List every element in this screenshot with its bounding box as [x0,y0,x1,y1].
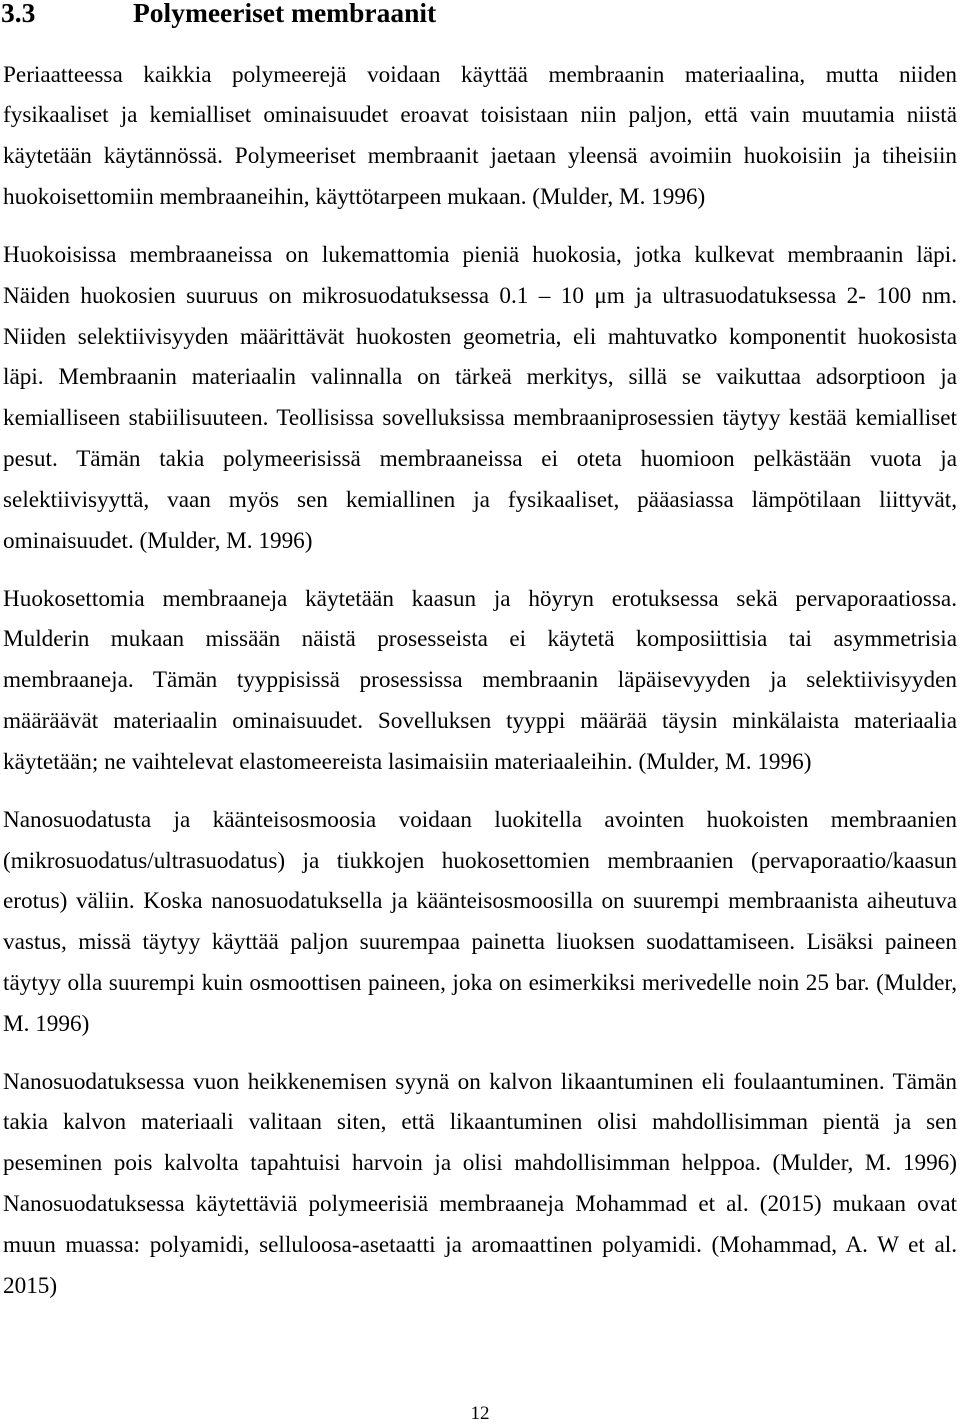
text-line: (mikrosuodatus/ultrasuodatus) ja tiukkojen huokosettomien membraanien (pervaporaatio/kaasun [3,847,957,874]
text-line: Huokoisissa membraaneissa on lukemattomia pieniä huokosia, jotka kulkevat membraanin läpi. [3,241,957,268]
text-line: Huokosettomia membraaneja käytetään kaasun ja höyryn erotuksessa sekä pervaporaatiossa. [3,585,957,612]
text-line: Mulderin mukaan missään näistä prosesseista ei käytetä komposiittisia tai asymmetrisia [3,626,957,653]
text-line: Niiden selektiivisyyden määrittävät huokosten geometria, eli mahtuvatko komponentit huokosista [3,323,957,350]
text-line: Nanosuodatuksessa vuon heikkenemisen syynä on kalvon likaantuminen eli foulaantuminen. Tämän [3,1068,957,1095]
text-line: muun muassa: polyamidi, selluloosa-asetaatti ja aromaattinen polyamidi. (Mohammad, A. W et al. [3,1231,957,1258]
text-line: takia kalvon materiaali valitaan siten, että likaantuminen olisi mahdollisimman pientä ja sen [3,1109,957,1136]
text-line: Periaatteessa kaikkia polymeerejä voidaan käyttää membraanin materiaalina, mutta niiden [3,61,957,88]
page-number: 12 [470,1403,490,1424]
text-line: läpi. Membraanin materiaalin valinnalla on tärkeä merkitys, sillä se vaikuttaa adsorptioon ja [3,364,957,391]
body-text [3,55,957,1324]
text-line: määräävät materiaalin ominaisuudet. Sovelluksen tyyppi määrää täysin minkälaista materiaalia [3,707,957,734]
text-line: selektiivisyyttä, vaan myös sen kemiallinen ja fysikaaliset, pääasiassa lämpötilaan liittyvät, [3,486,957,513]
text-line: membraaneja. Tämän tyyppisissä prosessissa membraanin läpäisevyyden ja selektiivisyyden [3,667,957,694]
text-line: käytetään; ne vaihtelevat elastomeereista lasimaisiin materiaaleihin. (Mulder, M. 1996) [3,748,812,775]
paragraph [3,1062,957,1307]
paragraph [3,579,957,783]
text-line: täytyy olla suurempi kuin osmoottisen paineen, joka on esimerkiksi merivedelle noin 25 bar. (Mulder, [3,969,957,996]
text-line: M. 1996) [3,1010,90,1037]
text-line: fysikaaliset ja kemialliset ominaisuudet eroavat toisistaan niin paljon, että vain muutamia niistä [3,102,957,129]
text-line: 2015) [3,1272,58,1299]
paragraph [3,55,957,218]
paragraph [3,800,957,1045]
text-line: erotus) väliin. Koska nanosuodatuksella ja käänteisosmoosilla on suurempi membraanista aiheutuva [3,888,957,915]
section-heading [0,0,960,26]
section-title: Polymeeriset membraanit [133,0,437,28]
text-line: ominaisuudet. (Mulder, M. 1996) [3,527,313,554]
text-line: pesut. Tämän takia polymeerisissä membraaneissa ei oteta huomioon pelkästään vuota ja [3,445,957,472]
paragraph [3,235,957,561]
text-line: Näiden huokosien suuruus on mikrosuodatuksessa 0.1 – 10 μm ja ultrasuodatuksessa 2- 100 nm. [3,282,957,309]
text-line: peseminen pois kalvolta tapahtuisi harvoin ja olisi mahdollisimman helppoa. (Mulder, M. 1996) [3,1150,957,1177]
section-number: 3.3 [1,0,36,28]
text-line: huokoisettomiin membraaneihin, käyttötarpeen mukaan. (Mulder, M. 1996) [3,183,706,210]
text-line: Nanosuodatuksessa käytettäviä polymeerisiä membraaneja Mohammad et al. (2015) mukaan ovat [3,1191,957,1218]
text-line: kemialliseen stabiilisuuteen. Teollisissa sovelluksissa membraaniprosessien täytyy kestää kemialliset [3,405,957,432]
text-line: Nanosuodatusta ja käänteisosmoosia voidaan luokitella avointen huokoisten membraanien [3,806,957,833]
text-line: vastus, missä täytyy käyttää paljon suurempaa painetta liuoksen suodattamiseen. Lisäksi paineen [3,929,957,956]
text-line: käytetään käytännössä. Polymeeriset membraanit jaetaan yleensä avoimiin huokoisiin ja tiheisiin [3,143,957,170]
